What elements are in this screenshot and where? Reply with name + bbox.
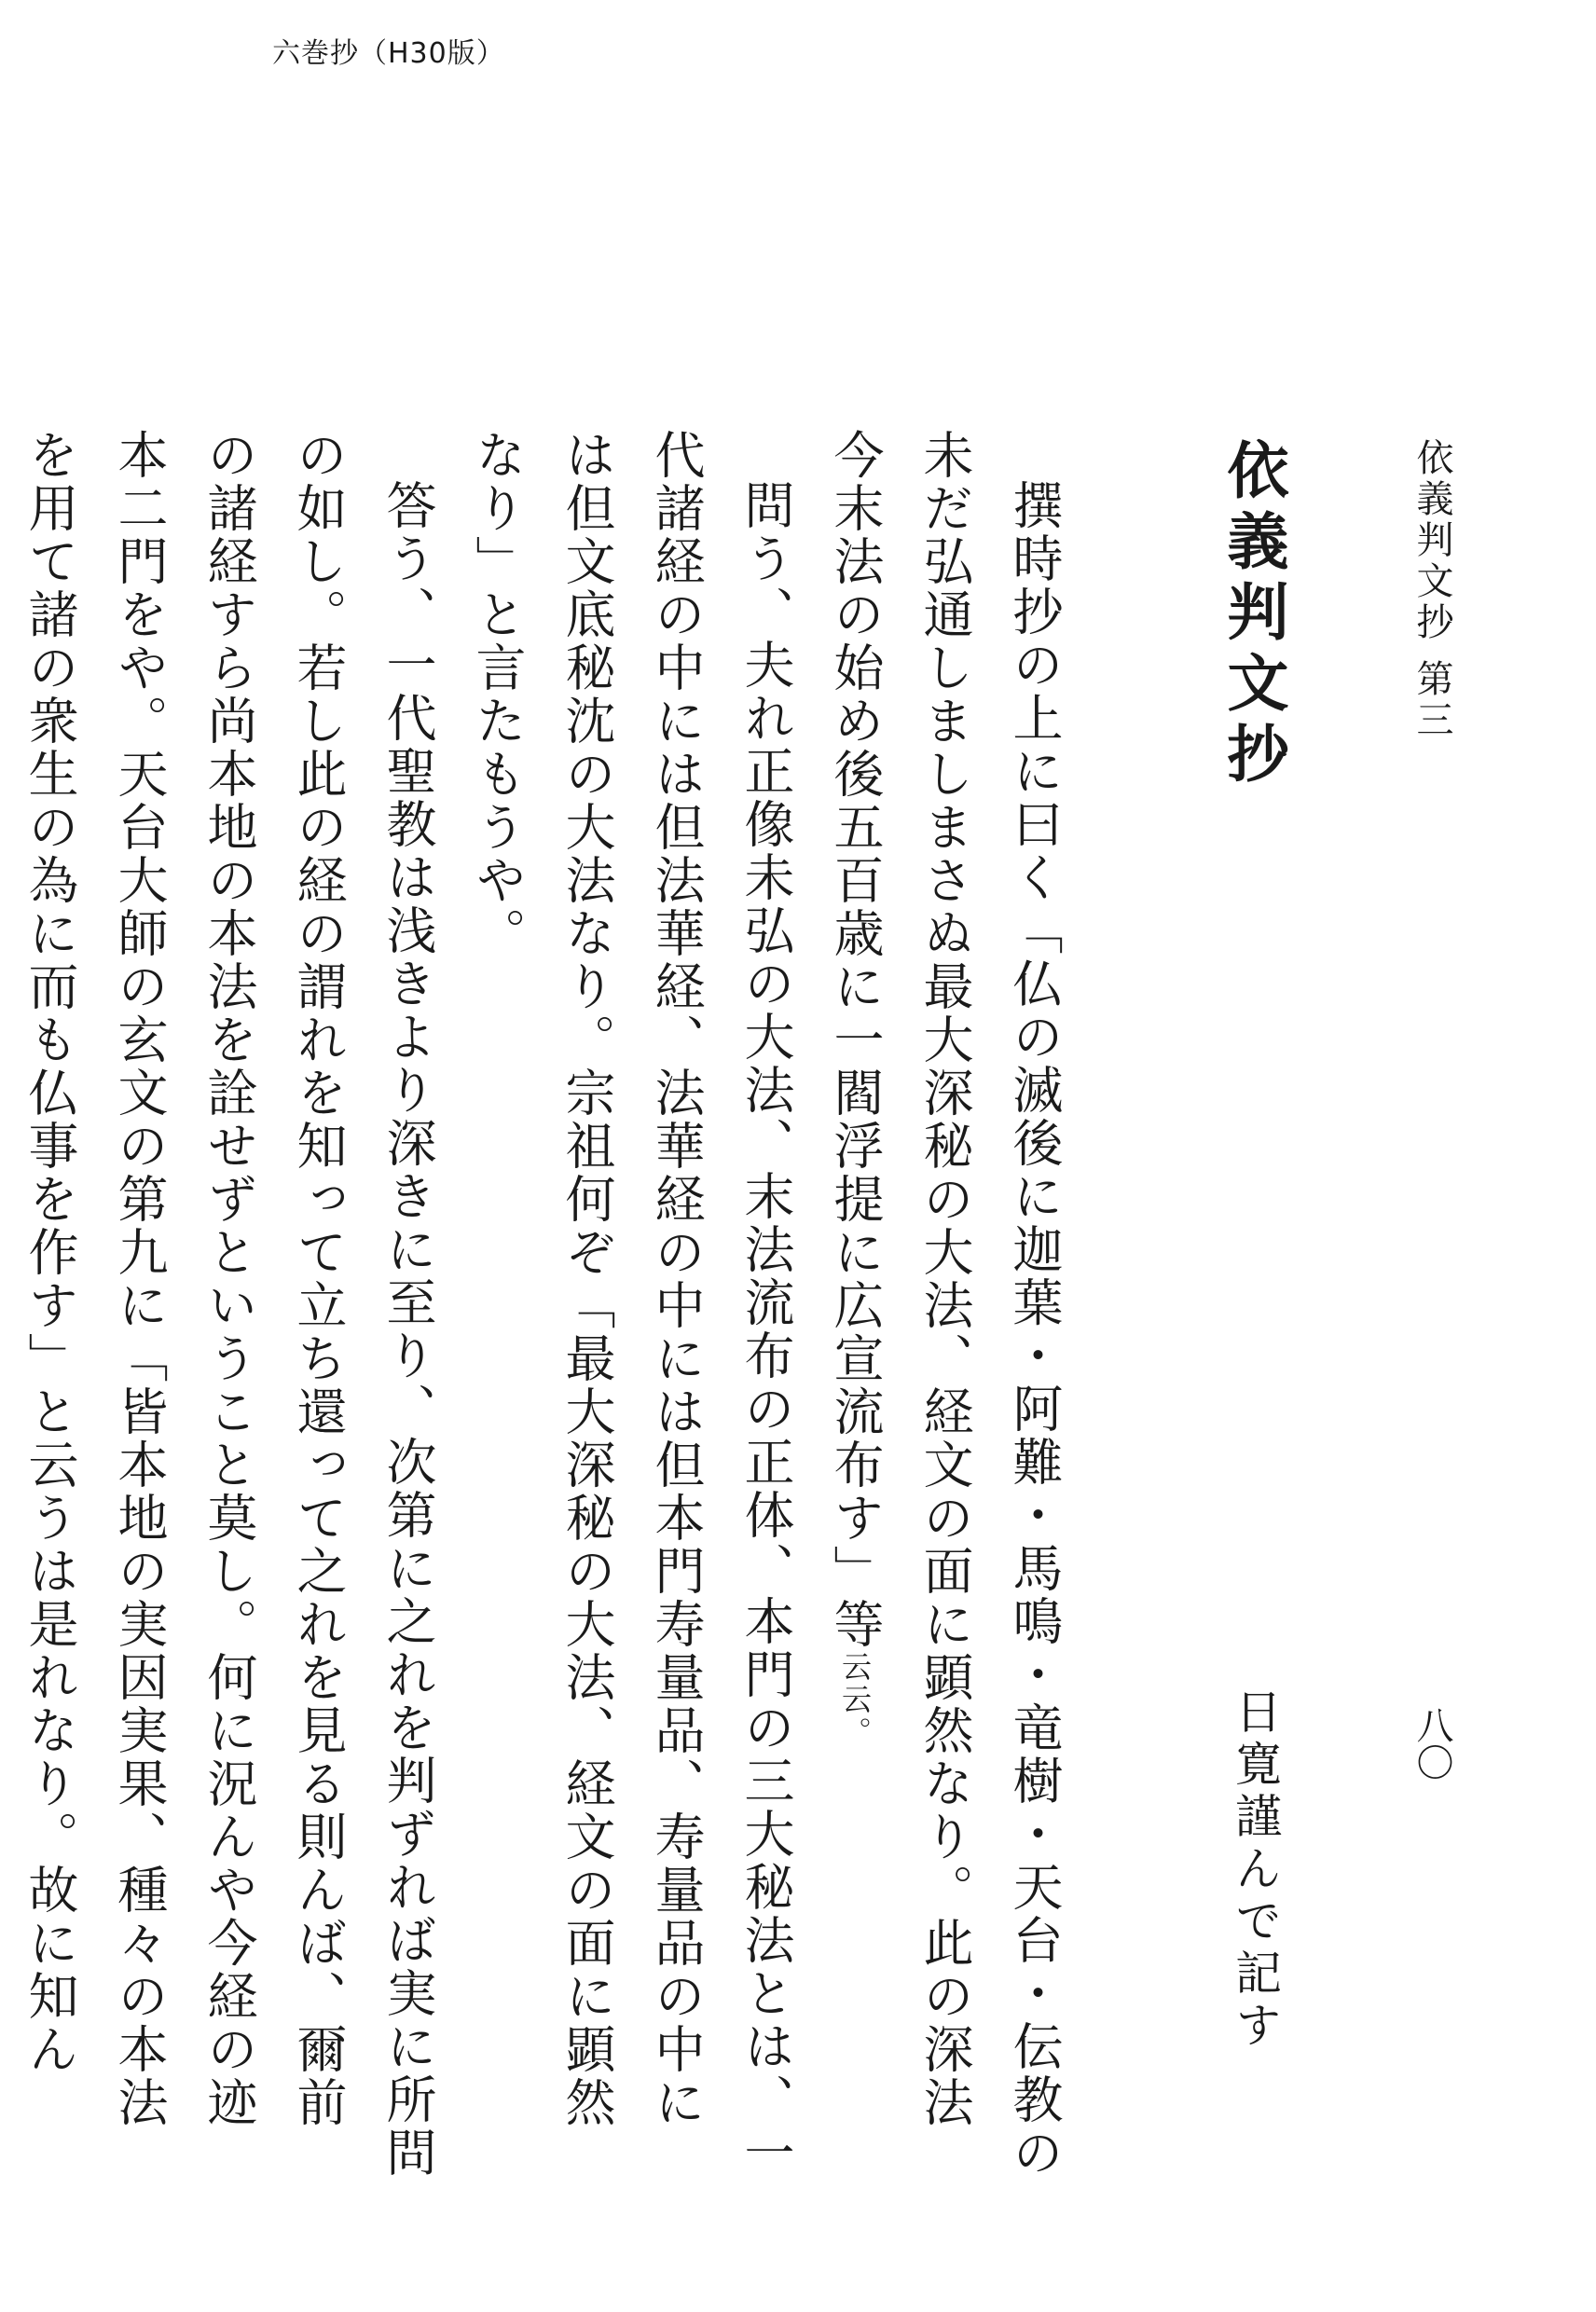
paragraph-1 — [810, 429, 1079, 2181]
paragraph-1-text: 撰時抄の上に曰く「仏の滅後に迦葉・阿難・馬鳴・竜樹・天台・伝教の未だ弘通しましまさぬ最大深秘の大法、経文の面に顕然なり。此の深法今末法の始め後五百歳に一閻浮提に広宣流布す」等 — [826, 429, 1064, 2180]
running-head: 依義判文抄 第三 — [1410, 438, 1453, 741]
book-title: 六巻抄（H30版） — [272, 37, 505, 70]
body-text — [21, 429, 1079, 2181]
chapter-title: 依義判文抄 — [1217, 438, 1288, 792]
page-number: 八〇 — [1410, 1706, 1453, 1781]
author-line: 日寛謹んで記す — [1228, 1687, 1282, 2053]
paragraph-3: 答う、一代聖教は浅きより深きに至り、次第に之れを判ずれば実に所問の如し。若し此の経の謂れを知って立ち還って之れを見る則んば、爾前の諸経すら尚本地の本法を詮せずということ莫し。何に況んや今経の迹本二門をや。天台大師の玄文の第九に「皆本地の実因実果、種々の本法を用て諸の衆生の為に而も仏事を作す」と云うは是れなり。故に知ん — [21, 429, 437, 2180]
paragraph-2: 問う、夫れ正像未弘の大法、末法流布の正体、本門の三大秘法とは、一代諸経の中には但法華経、法華経の中には但本門寿量品、寿量品の中には但文底秘沈の大法なり。宗祖何ぞ「最大深秘の大法、経文の面に顕然なり」と言たもうや。 — [468, 429, 795, 2180]
paragraph-1-suffix: 云云。 — [837, 1651, 873, 1749]
